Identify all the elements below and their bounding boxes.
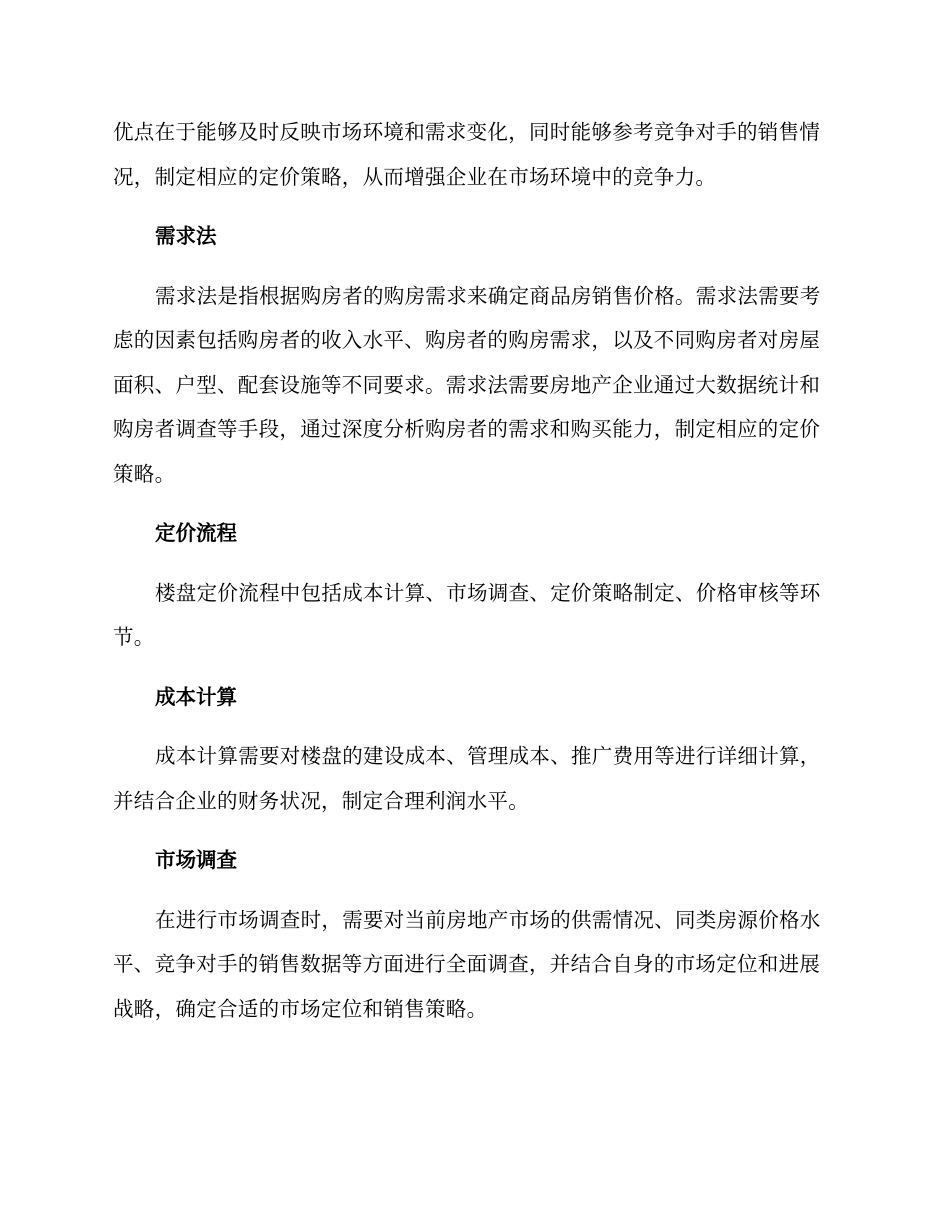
heading-market-research: 市场调查 bbox=[155, 848, 237, 872]
paragraph-demand-method: 需求法是指根据购房者的购房需求来确定商品房销售价格。需求法需要考虑的因素包括购房者的收入水平、购房者的购房需求，以及不同购房者对房屋面积、户型、配套设施等不同要求。需求法需要房地产企业通过大数据统计和购房者调查等手段，通过深度分析购房者的需求和购买能力，制定相应的定价策略。 bbox=[113, 283, 821, 486]
heading-demand-method: 需求法 bbox=[155, 224, 217, 248]
heading-pricing-process: 定价流程 bbox=[155, 521, 237, 545]
paragraph-pricing-advantage: 优点在于能够及时反映市场环境和需求变化，同时能够参考竞争对手的销售情况，制定相应的定价策略，从而增强企业在市场环境中的竞争力。 bbox=[113, 120, 821, 189]
paragraph-market-research: 在进行市场调查时，需要对当前房地产市场的供需情况、同类房源价格水平、竞争对手的销售数据等方面进行全面调查，并结合自身的市场定位和进展战略，确定合适的市场定位和销售策略。 bbox=[113, 907, 821, 1021]
heading-cost-calculation: 成本计算 bbox=[155, 684, 237, 709]
document-body bbox=[113, 110, 833, 1046]
paragraph-cost-calculation: 成本计算需要对楼盘的建设成本、管理成本、推广费用等进行详细计算，并结合企业的财务状况，制定合理利润水平。 bbox=[113, 744, 821, 813]
paragraph-pricing-process: 楼盘定价流程中包括成本计算、市场调查、定价策略制定、价格审核等环节。 bbox=[113, 580, 821, 649]
